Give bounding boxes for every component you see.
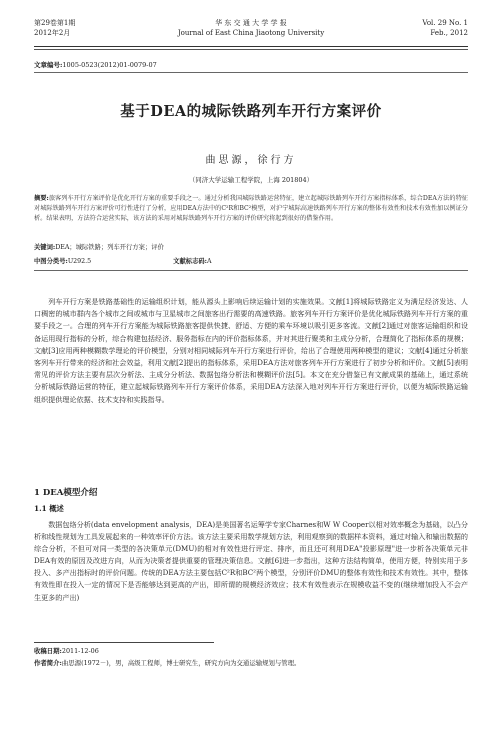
affiliation: （同济大学运输工程学院，上海 201804） — [188, 176, 314, 184]
volume-issue-en: Vol. 29 No. 1 — [422, 19, 468, 27]
author-bio-label: 作者简介: — [34, 659, 62, 667]
header-right — [422, 18, 468, 38]
keywords-label: 关键词: — [34, 244, 56, 251]
clc-label: 中图分类号: — [34, 258, 68, 265]
clc-value: U292.5 — [67, 258, 92, 265]
header-center — [34, 18, 468, 38]
running-header — [34, 18, 468, 50]
section-heading: 1 DEA模型介绍 — [34, 488, 98, 498]
footnote-rule — [34, 642, 214, 643]
abstract — [34, 194, 468, 224]
received-label: 收稿日期: — [34, 647, 62, 655]
footnote-received — [34, 646, 99, 655]
subsection-heading: 1.1 概述 — [34, 504, 64, 513]
section-paragraph: 数据包络分析(data envelopment analysis，DEA)是美国著名运筹学专家Charnes和W W Cooper以相对效率概念为基础，以凸分析和线性规划为工具发展起来的一种效率评价方法。该方法主要采用数学规划方法，利用观察到的数据样本资料，通过对输入和输出数据的综合分析，不但可对同一类型的各决策单元(DMU)的相对有效性进行评定、排序，而且还可利用DEA"投影原理"进一步析各决策单元非DEA有效的原因及改进方向，从而为决策者提供重要的管理决策信息。文献[6]进一步指出，这种方法结构简单，使用方便，特别实用于多投入、多产出指标时的评价问题。传统的DEA方法主要包括C²R和BC²两个模型，分别评价DMU的整体有效性和技术有效性。其中，整体有效性即在投入一定的情况下是否能够达到更高的产出，即所谓的规模经济效应；技术有效性表示在规模收益不变的(继续增加投入不会产生更多的产出) — [34, 520, 468, 602]
received-date: 2011-12-06 — [61, 647, 99, 655]
abstract-text: 旅客列车开行方案评价是优化开行方案的重要手段之一。通过分析我国城际铁路运营特征，建立起城际铁路列车开行方案指标体系，综合DEA方法的特征对城际铁路列车开行方案评价可行性进行了分析，应用DEA方法中的C²R和BC²模型，对沪宁城际高速铁路列车开行方案的整体有效性和技术有效性加以例证分析。结果表明，方法符合运营实际，该方法的采用对城际铁路列车开行方案的评价研究将起到很好的借鉴作用。 — [34, 195, 468, 222]
volume-issue-cn: 第29卷第1期 — [34, 19, 76, 27]
paper-title: 基于DEA的城际铁路列车开行方案评价 — [120, 103, 382, 120]
doc-code-value: A — [206, 258, 212, 265]
date-cn: 2012年2月 — [34, 29, 71, 37]
author-bio: 曲思源(1972－)，男，高级工程师，博士研究生，研究方向为交通运输规划与管理。 — [61, 659, 301, 667]
keywords-text: DEA；城际铁路；列车开行方案；评价 — [55, 244, 164, 251]
introduction-paragraph: 列车开行方案是铁路基础性的运输组织计划，能从源头上影响后续运输计划的实施效果。文献[1]将城际铁路定义为满足经济发达、人口稠密的城市群内各个城市之间或城市与卫星城市之间旅客出行需要的高速铁路。旅客列车开行方案评价是优化城际铁路列车开行方案的重要手段之一。合理的列车开行方案能为城际铁路旅客提供快捷、舒适、方便的乘车环境以吸引更多客流。文献[2]通过对旅客运输组织和设备运用现行指标的分析，综合构建包括经济、服务指标在内的评价指标体系，并对其进行聚类和主成分分析，合理简化了指标体系的规模；文献[3]应用两种模糊数学理论的评价模型，分别对相同城际列车开行方案进行评价，给出了合理使用两种模型的建议；文献[4]通过分析旅客列车开行带来的经济和社会效益，利用文献[2]提出的指标体系，采用DEA方法对旅客列车开行方案进行了初步分析和评价。文献[5]表明常见的评价方法主要有层次分析法、主成分分析法、数据包络分析法和模糊评价法[5]。本文在充分借鉴已有文献成果的基础上，通过系统分析城际铁路运营的特征，建立起城际铁路列车开行方案评价体系，采用DEA方法深入地对列车开行方案进行评价，以便为城际铁路运输组织提供理论依据、技术支持和实践指导。 — [34, 297, 468, 404]
journal-name-cn: 华 东 交 通 大 学 学 报 — [215, 19, 287, 27]
author-names: 曲思源，徐行方 — [205, 155, 297, 166]
article-number-label: 文章编号: — [34, 61, 63, 69]
article-number — [34, 60, 157, 69]
journal-name-en: Journal of East China Jiaotong University — [177, 29, 325, 37]
date-en: Feb., 2012 — [430, 29, 468, 37]
doc-code-label: 文献标志码: — [173, 258, 207, 265]
divider — [34, 72, 468, 73]
keywords — [34, 242, 164, 251]
divider — [34, 270, 468, 271]
header-rule-thick — [34, 46, 468, 47]
abstract-label: 摘要: — [34, 195, 49, 202]
header-rule-thin — [34, 49, 468, 50]
classification — [34, 256, 292, 265]
footnote-author — [34, 658, 300, 667]
article-number-value: 1005-0523(2012)01-0079-07 — [62, 61, 157, 69]
